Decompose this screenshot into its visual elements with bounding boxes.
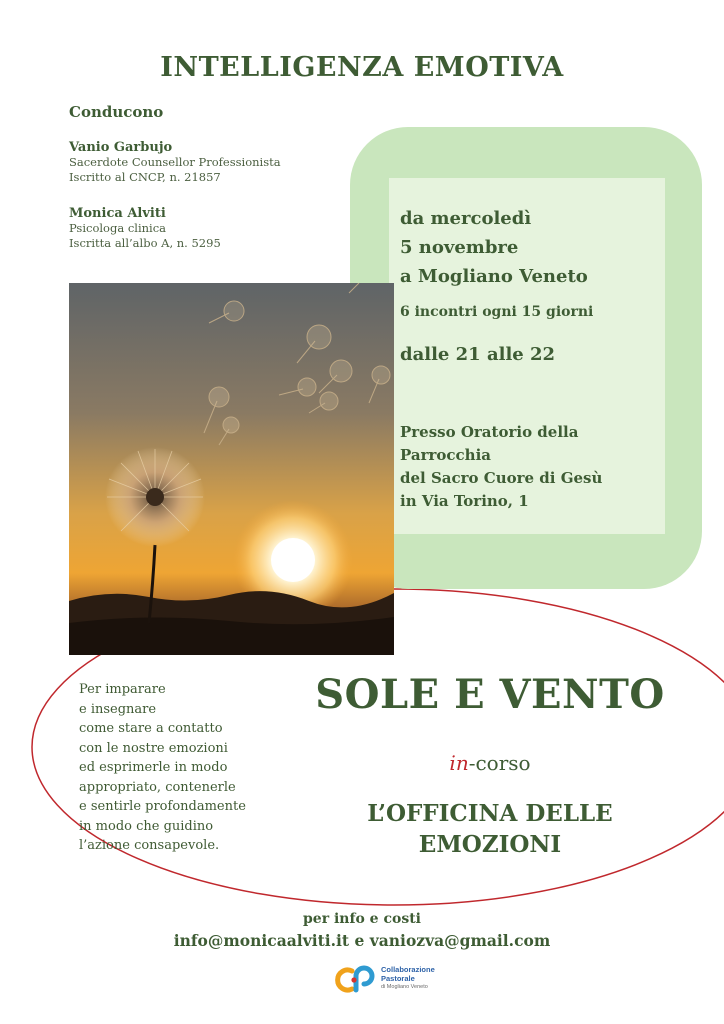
officina-title <box>282 798 698 860</box>
dandelion-sunset-photo <box>69 283 394 655</box>
course-description <box>79 680 279 856</box>
incorso-suffix: -corso <box>468 751 531 775</box>
incorso-prefix: in <box>449 751 469 775</box>
person-monica <box>69 206 221 251</box>
course-name: SOLE E VENTO <box>315 671 665 718</box>
description-line: con le nostre emozioni <box>79 740 228 756</box>
person-name: Vanio Garbujo <box>69 140 173 155</box>
event-place-line: Presso Oratorio della <box>400 423 579 441</box>
cp-logo-icon <box>332 962 378 998</box>
person-role: Sacerdote Counsellor Professionista <box>69 155 281 169</box>
event-date-line: 5 novembre <box>400 237 519 258</box>
person-registration: Iscritto al CNCP, n. 21857 <box>69 170 221 184</box>
description-line: l’azione consapevole. <box>79 838 220 853</box>
contact-emails: info@monicaalviti.it e vaniozva@gmail.com <box>173 931 551 950</box>
logo-text <box>381 966 435 992</box>
event-time: dalle 21 alle 22 <box>400 344 556 365</box>
officina-line: EMOZIONI <box>418 831 562 858</box>
description-line: ed esprimerle in modo <box>79 760 228 775</box>
description-line: in modo che guidino <box>79 818 214 834</box>
collaborazione-pastorale-logo <box>332 962 442 998</box>
conducono-label: Conducono <box>69 103 164 121</box>
page-title: INTELLIGENZA EMOTIVA <box>160 52 564 83</box>
description-line: appropriato, contenerle <box>79 779 236 795</box>
description-line: come stare a contatto <box>79 721 223 736</box>
description-line: e insegnare <box>79 701 157 717</box>
description-line: e sentirle profondamente <box>79 799 246 814</box>
event-place-line: Parrocchia <box>400 446 491 464</box>
logo-line: Pastorale <box>381 973 415 983</box>
info-label: per info e costi <box>303 911 421 927</box>
person-name: Monica Alviti <box>69 206 166 221</box>
event-date-line: da mercoledì <box>400 208 532 229</box>
event-place-line: in Via Torino, 1 <box>400 492 529 510</box>
event-date-line: a Mogliano Veneto <box>400 266 588 287</box>
incorso-label <box>282 751 698 775</box>
person-vanio <box>69 140 281 185</box>
officina-line: L’OFFICINA DELLE <box>367 800 613 827</box>
logo-subline: di Mogliano Veneto <box>381 984 428 990</box>
event-date-block <box>400 204 588 291</box>
person-role: Psicologa clinica <box>69 221 167 235</box>
event-frequency: 6 incontri ogni 15 giorni <box>400 304 594 320</box>
person-registration: Iscritta all’albo A, n. 5295 <box>69 236 221 250</box>
description-line: Per imparare <box>79 682 166 697</box>
logo-line: Collaborazione <box>381 965 435 974</box>
event-place-line: del Sacro Cuore di Gesù <box>400 469 603 487</box>
event-place-block <box>400 421 602 513</box>
